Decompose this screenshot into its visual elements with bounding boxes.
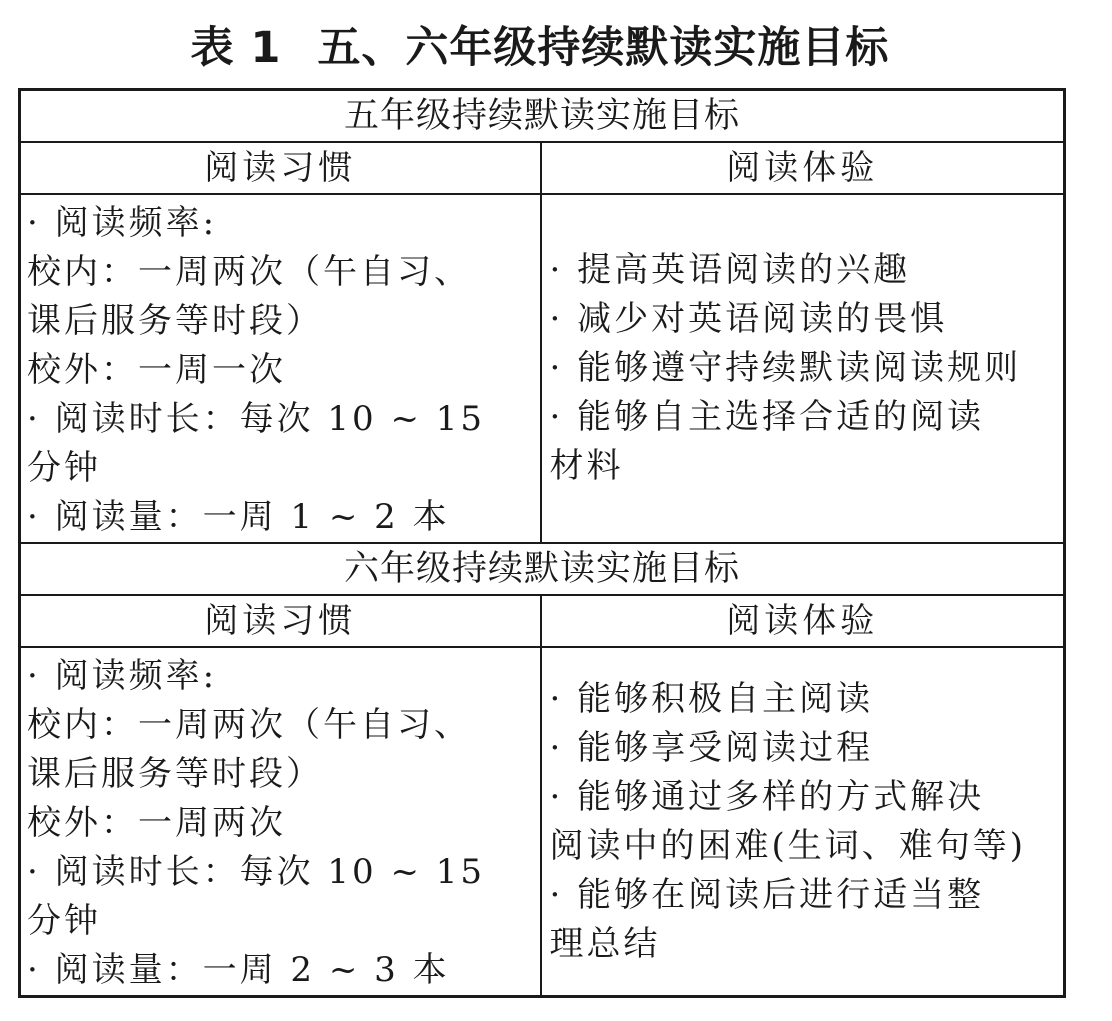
grade6-experience-line: 阅读中的困难(生词、难句等) bbox=[549, 825, 1027, 866]
grade6-habit-line: 校外：一周两次 bbox=[27, 803, 286, 843]
grade6-experience-line: · 能够在阅读后进行适当整 bbox=[549, 874, 985, 915]
grade5-habit-header: 阅读习惯 bbox=[20, 142, 541, 194]
grade5-habit-line: 校外：一周一次 bbox=[27, 350, 286, 390]
grade6-habit-line: 分钟 bbox=[27, 901, 101, 941]
grade5-experience-line: · 提高英语阅读的兴趣 bbox=[549, 250, 911, 290]
grade5-habit-line: 课后服务等时段） bbox=[27, 301, 323, 341]
grade5-habit-cell bbox=[20, 194, 541, 543]
grade6-experience-line: · 能够积极自主阅读 bbox=[549, 678, 874, 719]
grade5-experience-line: · 能够自主选择合适的阅读 bbox=[549, 397, 985, 437]
grade6-experience-line: 理总结 bbox=[549, 923, 661, 964]
grade6-habit-header: 阅读习惯 bbox=[20, 595, 541, 647]
grade6-experience-line: · 能够通过多样的方式解决 bbox=[549, 776, 985, 817]
grade6-habit-line: · 阅读时长：每次 10 ~ 15 bbox=[27, 852, 486, 892]
grade6-heading: 六年级持续默读实施目标 bbox=[20, 543, 1065, 595]
grade6-habit-line: 校内：一周两次（午自习、 bbox=[27, 705, 471, 745]
grade6-content-row bbox=[20, 647, 1065, 997]
grade5-column-header-row bbox=[20, 142, 1065, 194]
goals-table bbox=[18, 88, 1066, 998]
grade6-habit-line: · 阅读频率: bbox=[27, 656, 218, 696]
grade6-habit-cell bbox=[20, 647, 541, 997]
grade5-experience-line: 材料 bbox=[549, 446, 624, 486]
grade5-habit-line: · 阅读频率: bbox=[27, 203, 218, 243]
grade5-habit-line: 校内：一周两次（午自习、 bbox=[27, 252, 471, 292]
grade6-habit-line: 课后服务等时段） bbox=[27, 754, 323, 794]
table-title: 五、六年级持续默读实施目标 bbox=[317, 23, 890, 73]
grade5-experience-line: · 能够遵守持续默读阅读规则 bbox=[549, 348, 1022, 388]
grade5-experience-header: 阅读体验 bbox=[541, 142, 1065, 194]
grade6-experience-line: · 能够享受阅读过程 bbox=[549, 727, 874, 768]
grade6-heading-row bbox=[20, 543, 1065, 595]
table-number: 表 1 bbox=[190, 23, 282, 73]
grade5-content-row bbox=[20, 194, 1065, 543]
grade6-habit-line: · 阅读量：一周 2 ~ 3 本 bbox=[27, 950, 450, 990]
grade5-heading: 五年级持续默读实施目标 bbox=[20, 90, 1065, 143]
grade5-habit-line: 分钟 bbox=[27, 448, 101, 488]
grade5-habit-line: · 阅读量：一周 1 ~ 2 本 bbox=[27, 497, 450, 537]
grade6-column-header-row bbox=[20, 595, 1065, 647]
grade6-experience-header: 阅读体验 bbox=[541, 595, 1065, 647]
grade6-experience-cell bbox=[541, 647, 1065, 997]
table-caption bbox=[0, 22, 1080, 74]
grade5-experience-cell bbox=[541, 194, 1065, 543]
grade5-heading-row bbox=[20, 90, 1065, 143]
grade5-habit-line: · 阅读时长：每次 10 ~ 15 bbox=[27, 399, 486, 439]
grade5-experience-line: · 减少对英语阅读的畏惧 bbox=[549, 299, 948, 339]
